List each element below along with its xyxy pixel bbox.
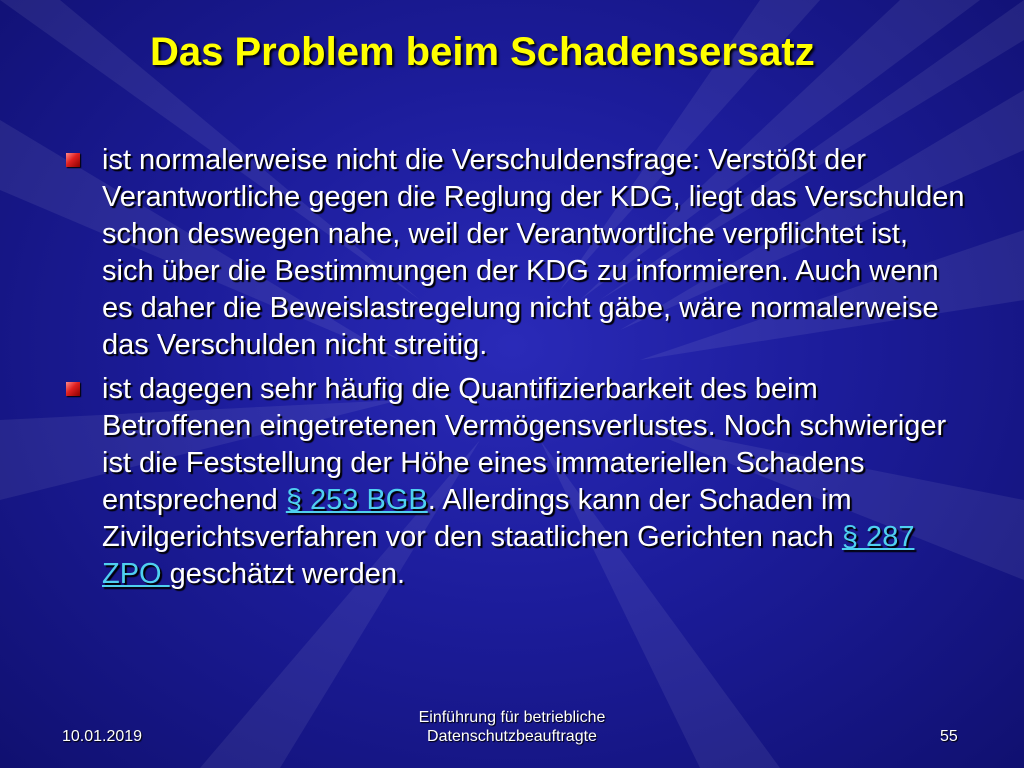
bullet-text: ist normalerweise nicht die Verschuldensfrage: Verstößt der Verantwortliche gegen die Reglung der KDG, liegt das Verschulden schon deswegen nahe, weil der Verantwortliche verpflichtet ist, sich über die Bestimmungen der KDG zu informieren. Auch wenn es daher die Beweislastregelung nicht gäbe, wäre normalerweise das Verschulden nicht streitig. bbox=[102, 144, 965, 361]
page-number: 55 bbox=[940, 728, 958, 745]
footer-center bbox=[362, 708, 662, 746]
link-253-bgb[interactable]: § 253 BGB bbox=[285, 484, 428, 516]
bullet-square-icon bbox=[66, 382, 80, 396]
bullet-item-2 bbox=[66, 371, 966, 593]
bullet-item-1 bbox=[66, 142, 966, 364]
link-287-zpo[interactable]: § 287 ZPO bbox=[102, 521, 915, 590]
slide-title: Das Problem beim Schadensersatz bbox=[150, 30, 815, 74]
bullet-list bbox=[66, 142, 966, 600]
footer-date: 10.01.2019 bbox=[62, 728, 143, 745]
bullet-text-part-1: ist dagegen sehr häufig die Quantifizierbarkeit des beim Betroffenen eingetretenen Vermögensverlustes. Noch schwieriger ist die Feststellung der Höhe eines immateriellen Schadens entsprechend bbox=[102, 373, 947, 516]
footer-center-line-2: Datenschutzbeauftragte bbox=[427, 728, 597, 745]
footer-center-line-1: Einführung für betriebliche bbox=[418, 709, 606, 726]
bullet-text-part-2: . Allerdings kann der Schaden im Zivilgerichtsverfahren vor den staatlichen Gerichten nach bbox=[102, 484, 852, 553]
bullet-text-part-3: geschätzt werden. bbox=[169, 558, 406, 590]
bullet-square-icon bbox=[66, 153, 80, 167]
